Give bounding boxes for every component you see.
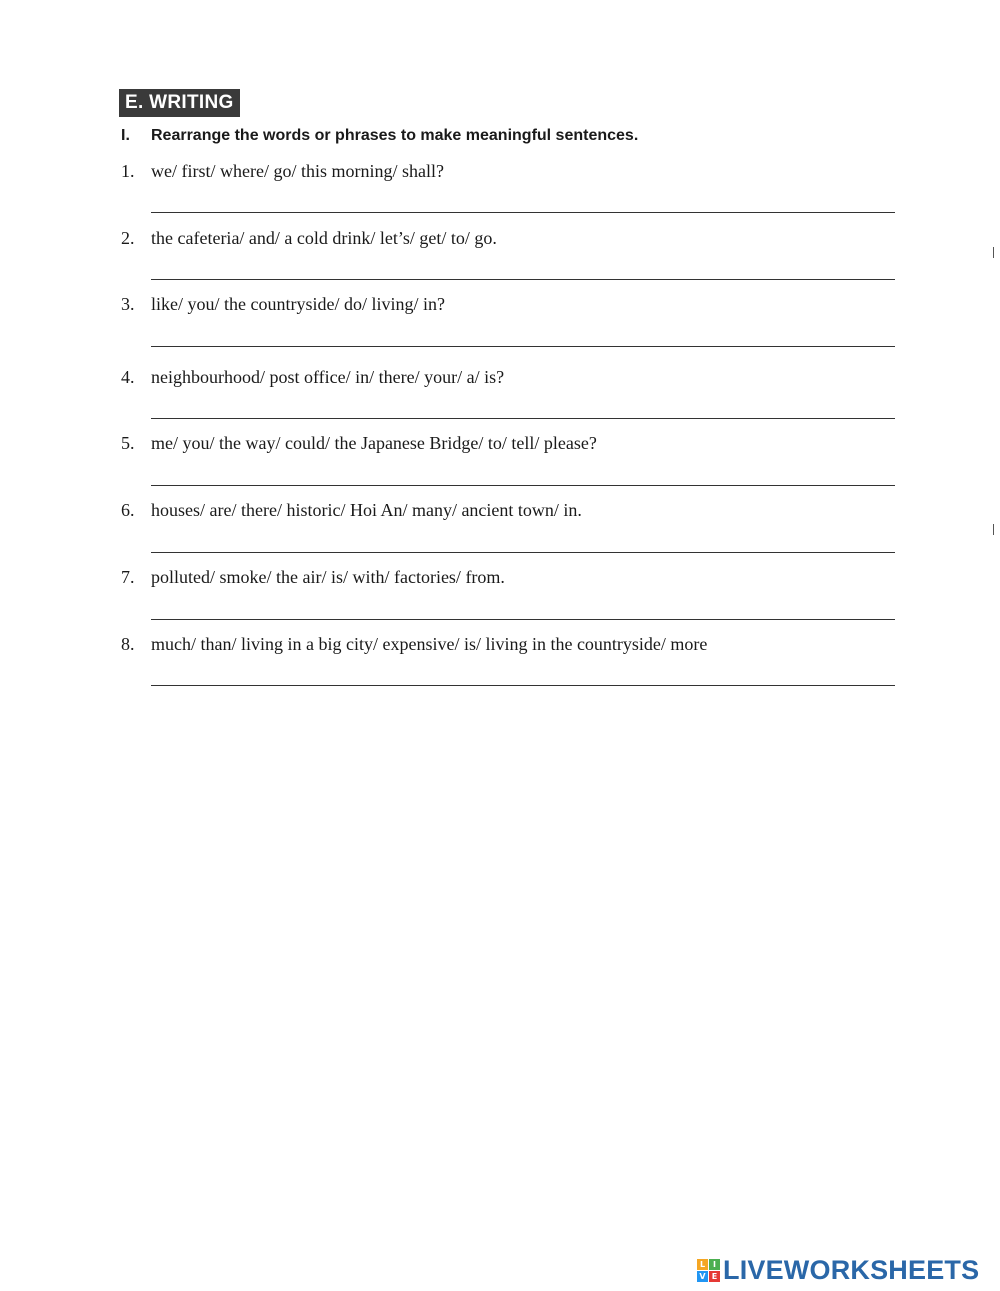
- liveworksheets-logo: [697, 1255, 979, 1285]
- item-prompt: much/ than/ living in a big city/ expensive/ is/ living in the countryside/ more: [151, 634, 708, 654]
- exercise-item-8: [121, 631, 901, 691]
- logo-letter: L: [697, 1259, 708, 1270]
- item-prompt: the cafeteria/ and/ a cold drink/ let’s/ get/ to/ go.: [151, 228, 497, 248]
- exercise-item-7: [121, 564, 901, 624]
- brand-text: LIVEWORKSHEETS: [723, 1255, 980, 1285]
- instruction-text: Rearrange the words or phrases to make meaningful sentences.: [151, 127, 639, 144]
- item-number: 6.: [121, 500, 135, 520]
- answer-line-8[interactable]: [151, 685, 895, 686]
- exercise-item-4: [121, 364, 901, 424]
- section-title: E. WRITING: [119, 89, 240, 117]
- answer-line-5[interactable]: [151, 485, 895, 486]
- item-number: 4.: [121, 367, 135, 387]
- answer-line-3[interactable]: [151, 346, 895, 347]
- answer-line-6[interactable]: [151, 552, 895, 553]
- instruction-numeral: I.: [121, 127, 130, 144]
- item-prompt: houses/ are/ there/ historic/ Hoi An/ many/ ancient town/ in.: [151, 500, 582, 520]
- logo-letter: E: [709, 1271, 720, 1282]
- item-prompt: we/ first/ where/ go/ this morning/ shall?: [151, 161, 444, 181]
- item-prompt: neighbourhood/ post office/ in/ there/ your/ a/ is?: [151, 367, 505, 387]
- item-number: 5.: [121, 433, 135, 453]
- answer-line-7[interactable]: [151, 619, 895, 620]
- item-number: 2.: [121, 228, 135, 248]
- item-prompt: like/ you/ the countryside/ do/ living/ in?: [151, 294, 445, 314]
- item-number: 7.: [121, 567, 135, 587]
- answer-line-1[interactable]: [151, 212, 895, 213]
- logo-letter: I: [709, 1259, 720, 1270]
- exercise-item-2: [121, 225, 901, 285]
- item-prompt: polluted/ smoke/ the air/ is/ with/ factories/ from.: [151, 567, 505, 587]
- page-edge-mark: [993, 524, 994, 535]
- item-number: 1.: [121, 161, 135, 181]
- logo-letter: V: [697, 1271, 708, 1282]
- item-prompt: me/ you/ the way/ could/ the Japanese Bridge/ to/ tell/ please?: [151, 433, 597, 453]
- item-number: 8.: [121, 634, 135, 654]
- item-number: 3.: [121, 294, 135, 314]
- liveworksheets-icon: [697, 1259, 720, 1282]
- exercise-item-1: [121, 158, 901, 218]
- exercise-item-6: [121, 497, 901, 557]
- instruction: [121, 124, 638, 148]
- exercise-item-5: [121, 430, 901, 490]
- page-edge-mark: [993, 247, 994, 258]
- exercise-item-3: [121, 291, 901, 351]
- answer-line-2[interactable]: [151, 279, 895, 280]
- answer-line-4[interactable]: [151, 418, 895, 419]
